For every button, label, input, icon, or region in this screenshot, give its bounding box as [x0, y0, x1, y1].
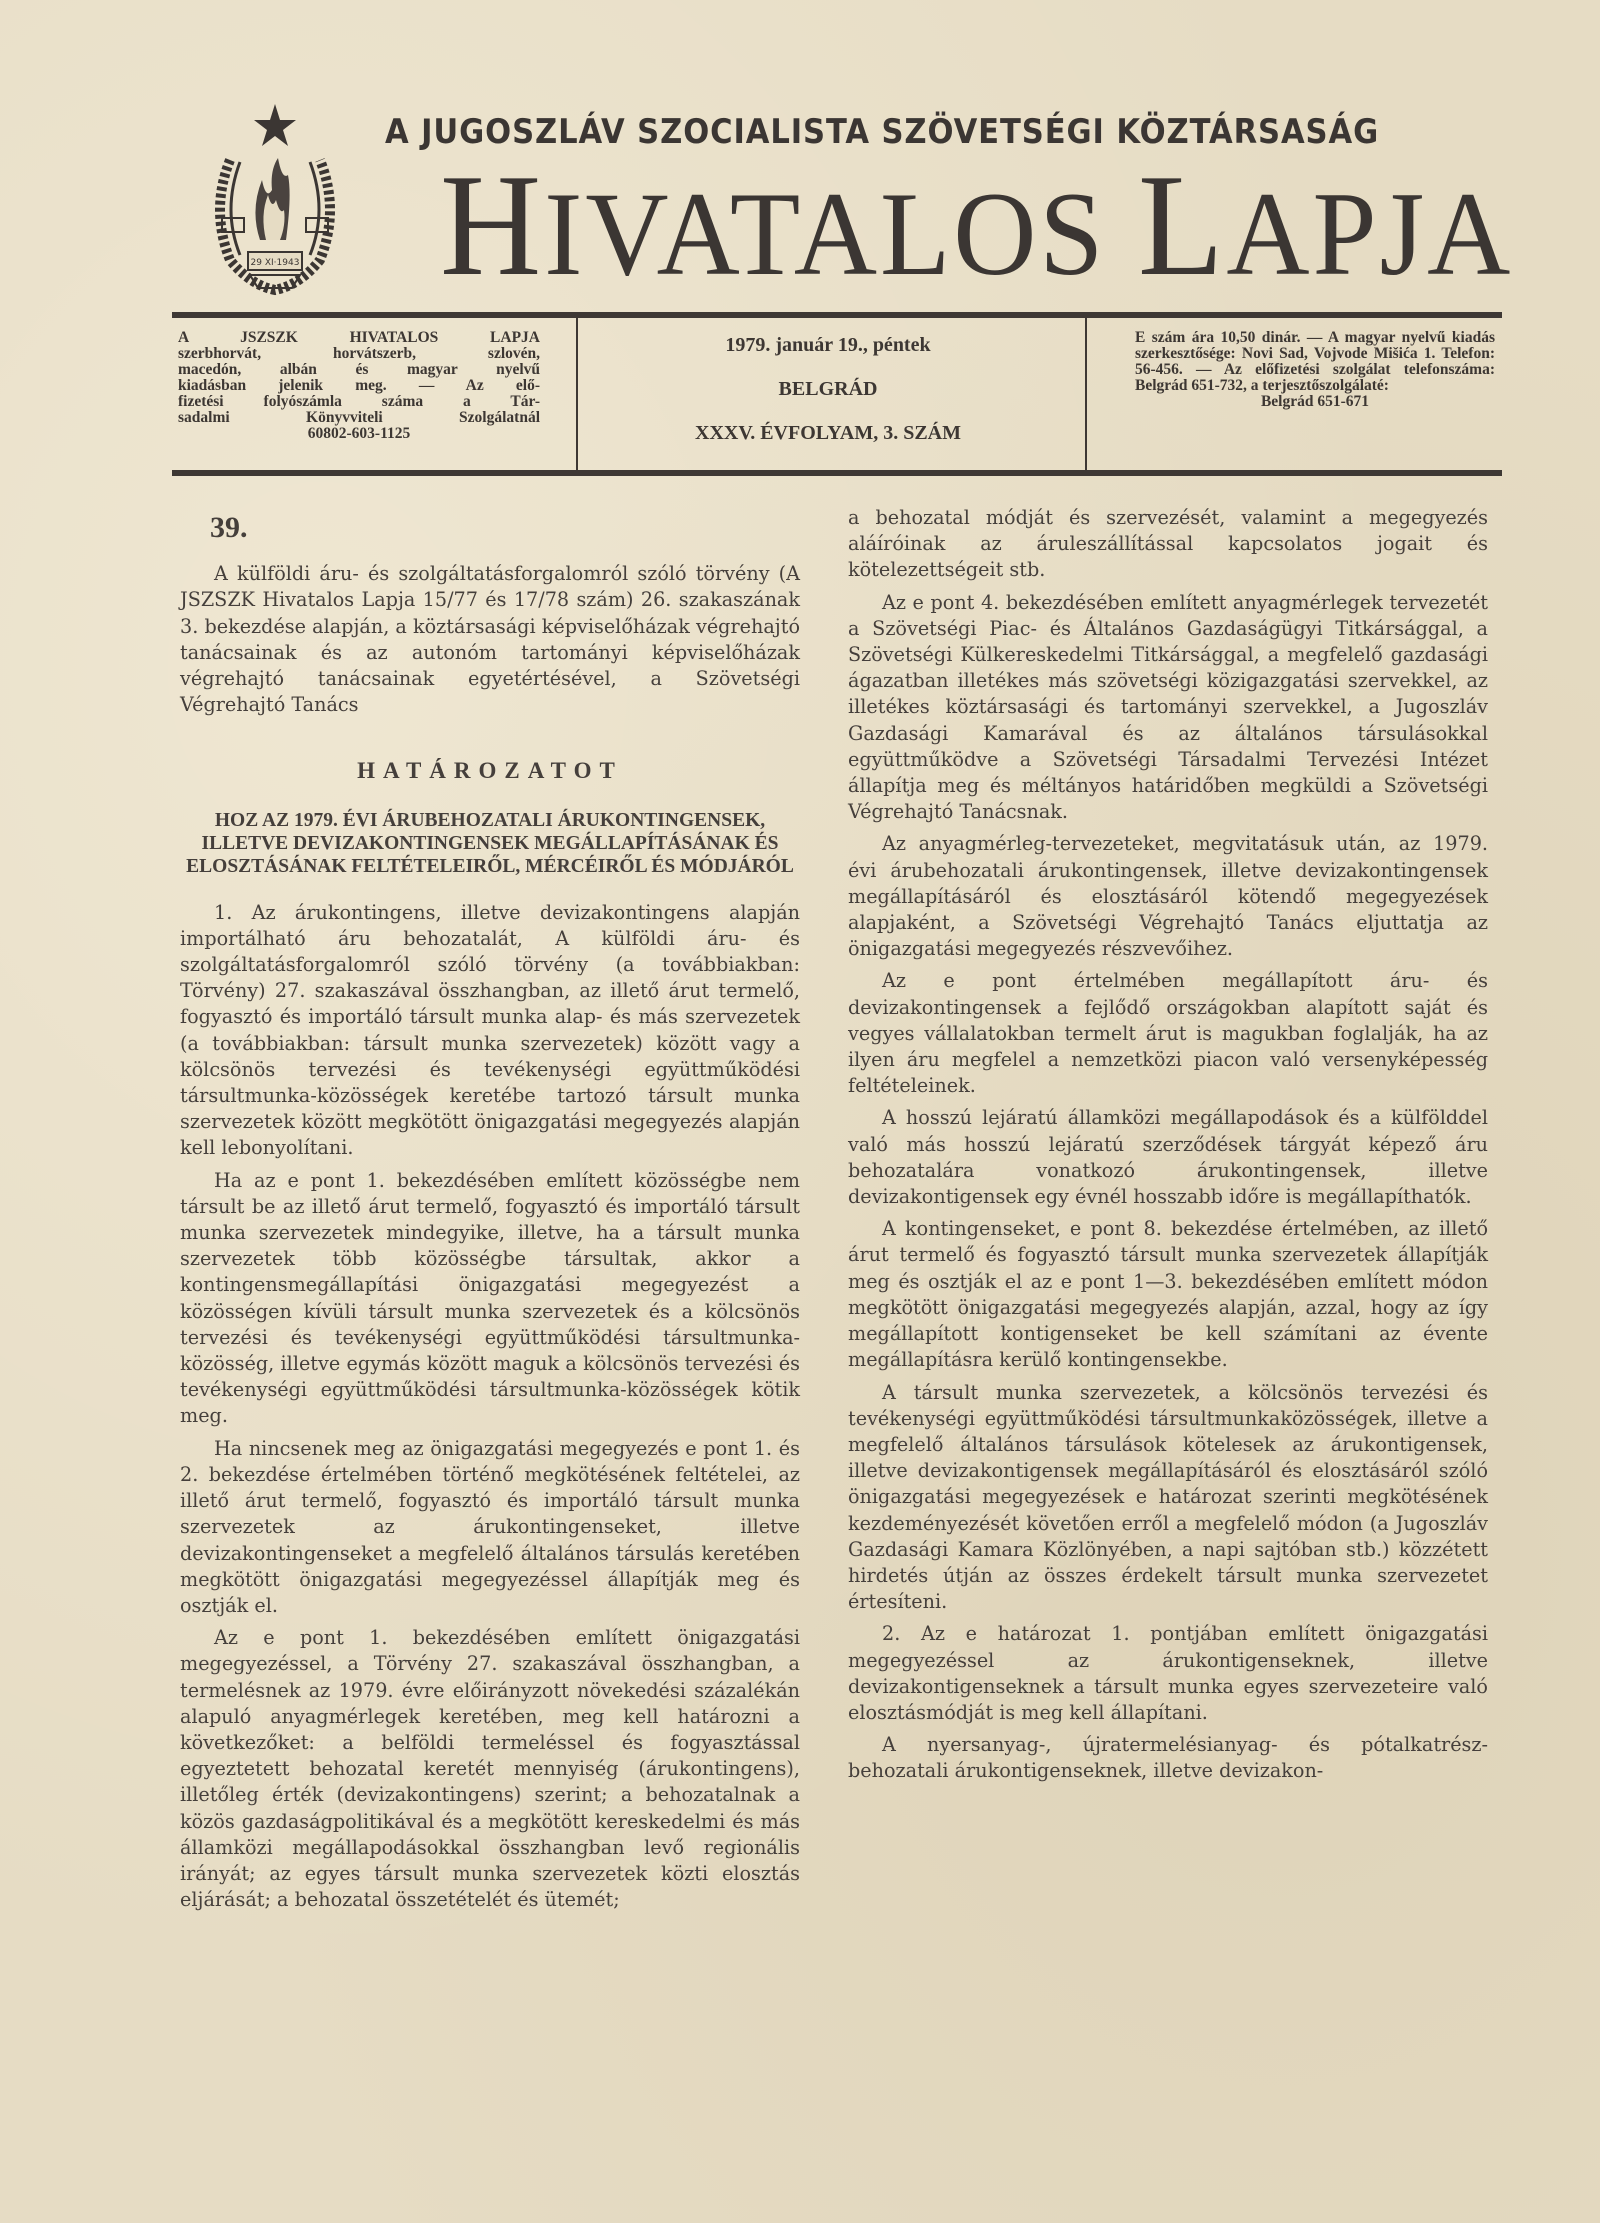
body-paragraph: A nyersanyag-, újratermelésianyag- és pótalkatrész-behozatali árukontigenseknek, illetve devizakon- — [848, 1733, 1488, 1783]
body-paragraph: Az e pont értelmében megállapított áru- és devizakontingensek a fejlődő országokban alapított saját és vegyes vállalatokban termelt árut is magukban foglalják, ha az ilyen áru megfelel a nemzetközi piacon való versenyképesség feltételeinek. — [848, 969, 1488, 1098]
title-word-1-rest: IVATALOS — [544, 167, 1138, 300]
body-paragraph: A társult munka szervezetek, a kölcsönös tervezési és tevékenységi együttműködési társultmunkaközösségek, illetve a megfelelő általános társulások kötelesek az árukontigensek, illetve devizakontigensek megállapításáról és elosztásáról szóló önigazgatási megegyezések e határozat szerinti megkötésének kezdeményezését követően erről a megfelelő módon (a Jugoszláv Gazdasági Kamara Közlönyében, a napi sajtóban stb.) közzétett hirdetés útján az összes érdekelt társult munka szervezetet értesíteni. — [848, 1380, 1488, 1614]
emblem-date: 29 XI·1943 — [250, 258, 300, 268]
info-line: macedón, albán és magyar nyelvű — [178, 361, 540, 378]
info-line: fizetési folyószámla száma a Tár- — [178, 393, 540, 410]
body-paragraph: Ha az e pont 1. bekezdésében említett közösségbe nem társult be az illető árut termelő, fogyasztó és importáló társult munka szervezetek mindegyike, illetve, ha a társult munka szervezetek több közösségbe társultak, akkor a kontingensmegállapítási önigazgatási megegyezést a közösségen kívüli társult munka szervezetek és a kölcsönös tervezési és tevékenységi együttműködési társultmunka-közösség, illetve egymás között maguk a kölcsönös tervezési és tevékenységi együttműködési társultmunka-közösségek kötik meg. — [180, 1168, 800, 1428]
info-line: A JSZSZK HIVATALOS LAPJA — [178, 329, 540, 346]
body-paragraph: 2. Az e határozat 1. pontjában említett önigazgatási megegyezéssel az árukontigenseknek, illetve devizakontigenseknek a társult munka egyes szervezeteire való elosztásmódját is meg kell állapítani. — [848, 1622, 1488, 1724]
publication-info-box — [178, 330, 540, 442]
body-paragraph: Az anyagmérleg-tervezeteket, megvitatásuk után, az 1979. évi árubehozatali árukontingensek, illetve devizakontingensek megállapításáról és elosztásáról kötendő megegyezések alapjaként, a Szövetségi Végrehajtó Tanács eljuttatja az önigazgatási megegyezés részvevőihez. — [848, 832, 1488, 961]
issue-city: BELGRÁD — [778, 378, 878, 400]
header-rule-bottom — [172, 470, 1502, 476]
header-divider-right — [1085, 318, 1087, 470]
price-contact-box — [1135, 330, 1495, 410]
decision-subheading: HOZ AZ 1979. ÉVI ÁRUBEHOZATALI ÁRUKONTINGENSEK, ILLETVE DEVIZAKONTINGENSEK MEGÁLLAPÍTÁSÁNAK ÉS ELOSZTÁSÁNAK FELTÉTELEIRŐL, MÉRCÉIRŐL ÉS MÓDJÁRÓL — [186, 809, 794, 877]
article-number: 39. — [210, 511, 248, 544]
account-number: 60802-603-1125 — [307, 425, 411, 442]
distribution-phone: Belgrád 651-671 — [1260, 393, 1370, 410]
body-paragraph: a behozatal módját és szervezését, valamint a megegyezés aláíróinak az áruleszállítással kapcsolatos jogait és kötelezettségeit stb. — [848, 506, 1488, 582]
issue-date: 1979. január 19., péntek — [725, 334, 931, 356]
body-paragraph: 1. Az árukontingens, illetve devizakontingens alapján importálható áru behozatalát, A külföldi áru- és szolgáltatásforgalomról szóló törvény (a továbbiakban: Törvény) 27. szakaszával összhangban, az illető árut termelő, fogyasztó és importáló társult munka alap- és más szervezetek (a továbbiakban: társult munka szervezetek) között vagy a kölcsönös tervezési és tevékenységi együttműködési társultmunka-közösségek keretébe tartozó társult munka szervezetek között megkötött önigazgatási megegyezés alapján kell lebonyolítani. — [180, 900, 800, 1160]
body-paragraph: Az e pont 4. bekezdésében említett anyagmérlegek tervezetét a Szövetségi Piac- és Általános Gazdaságügyi Titkársággal, a Szövetségi Külkereskedelmi Titkársággal, a megfelelő gazdasági ágazatban illetékes más szövetségi közigazgatási szervekkel, az illetékes köztársasági és tartományi szervekkel, a Jugoszláv Gazdasági Kamarával és az általános társulásokkal együttműködve a Szövetségi Társadalmi Tervezési Intézet állapítja meg és méltányos határidőben megküldi a Szövetségi Végrehajtó Tanácsnak. — [848, 590, 1488, 824]
issue-volume: XXXV. ÉVFOLYAM, 3. SZÁM — [695, 422, 961, 444]
preamble-paragraph: A külföldi áru- és szolgáltatásforgalomról szóló törvény (A JSZSZK Hivatalos Lapja 15/77 és 17/78 szám) 26. szakaszának 3. bekezdése alapján, a köztársasági képviselőházak végrehajtó tanácsainak és az autonóm tartományi képviselőházak végrehajtó tanácsainak egyetértésével, a Szövetségi Végrehajtó Tanács — [180, 562, 800, 717]
title-initial-h: H — [440, 144, 545, 306]
info-line: kiadásban jelenik meg. — Az elő- — [178, 377, 540, 394]
coat-of-arms-emblem-icon — [200, 100, 350, 300]
title-word-2-rest: APJA — [1226, 167, 1514, 300]
left-column — [180, 505, 800, 1919]
header-rule-top — [172, 312, 1502, 318]
masthead-supertitle: A JUGOSZLÁV SZOCIALISTA SZÖVETSÉGI KÖZTÁRSASÁG — [385, 112, 1380, 152]
right-column — [848, 505, 1488, 1791]
title-initial-l: L — [1137, 144, 1227, 306]
body-paragraph: A hosszú lejáratú államközi megállapodások és a külfölddel való más hosszú lejáratú szerződések tárgyát képező áru behozatalára vonatkozó árukontingensek, illetve devizakontigensek egy évnél hosszabb időre is megállapíthatók. — [848, 1106, 1488, 1209]
body-paragraph: Az e pont 1. bekezdésében említett önigazgatási megegyezéssel, a Törvény 27. szakaszával összhangban, a termelésnek az 1979. évre előirányzott növekedési százalékán alapuló anyagmérlegek keretében, meg kell határozni a következőket: a belföldi termeléssel és fogyasztással egyeztetett behozatal keretét mennyiség (árukontingens), illetőleg érték (devizakontingens) szerint; a behozatalnak a közös gazdaságpolitikával és a megkötött kereskedelmi és más államközi megállapodásokkal összhangban levő regionális irányát; az egyes társult munka szervezetek közti elosztás eljárását; a behozatal összetételét és ütemét; — [180, 1626, 800, 1912]
masthead — [200, 100, 1514, 306]
body-paragraph: Ha nincsenek meg az önigazgatási megegyezés e pont 1. és 2. bekezdése értelmében történő megkötésének feltételei, az illető árut termelő, fogyasztó és importáló társult munka szervezetek az árukontingenseket, illetve devizakontingenseket a megfelelő általános társulás keretében megkötött önigazgatási megegyezéssel állapítják meg és osztják el. — [180, 1436, 800, 1617]
info-line: szerbhorvát, horvátszerb, szlovén, — [178, 345, 540, 362]
masthead-title — [440, 144, 1514, 306]
body-paragraph: A kontingenseket, e pont 8. bekezdése értelmében, az illető árut termelő és fogyasztó társult munka szervezetek állapítják meg és osztják el az e pont 1—3. bekezdésében említett módon megkötött önigazgatási megegyezés alapján, azzal, hogy az így megállapított kontigenseket be kell számítani az évente megállapításra kerülő kontingensekbe. — [848, 1217, 1488, 1372]
issue-info-box — [578, 330, 1078, 462]
price-contact-text: E szám ára 10,50 dinár. — A magyar nyelvű kiadás szerkesztősége: Novi Sad, Vojvode Mišića 1. Telefon: 56-456. — Az előfizetési szolgálat telefonszáma: Belgrád 651-732, a terjesztőszolgálaté: — [1135, 329, 1495, 394]
decision-heading: HATÁROZATOT — [357, 758, 623, 784]
info-line: sadalmi Könyvviteli Szolgálatnál — [178, 409, 540, 426]
